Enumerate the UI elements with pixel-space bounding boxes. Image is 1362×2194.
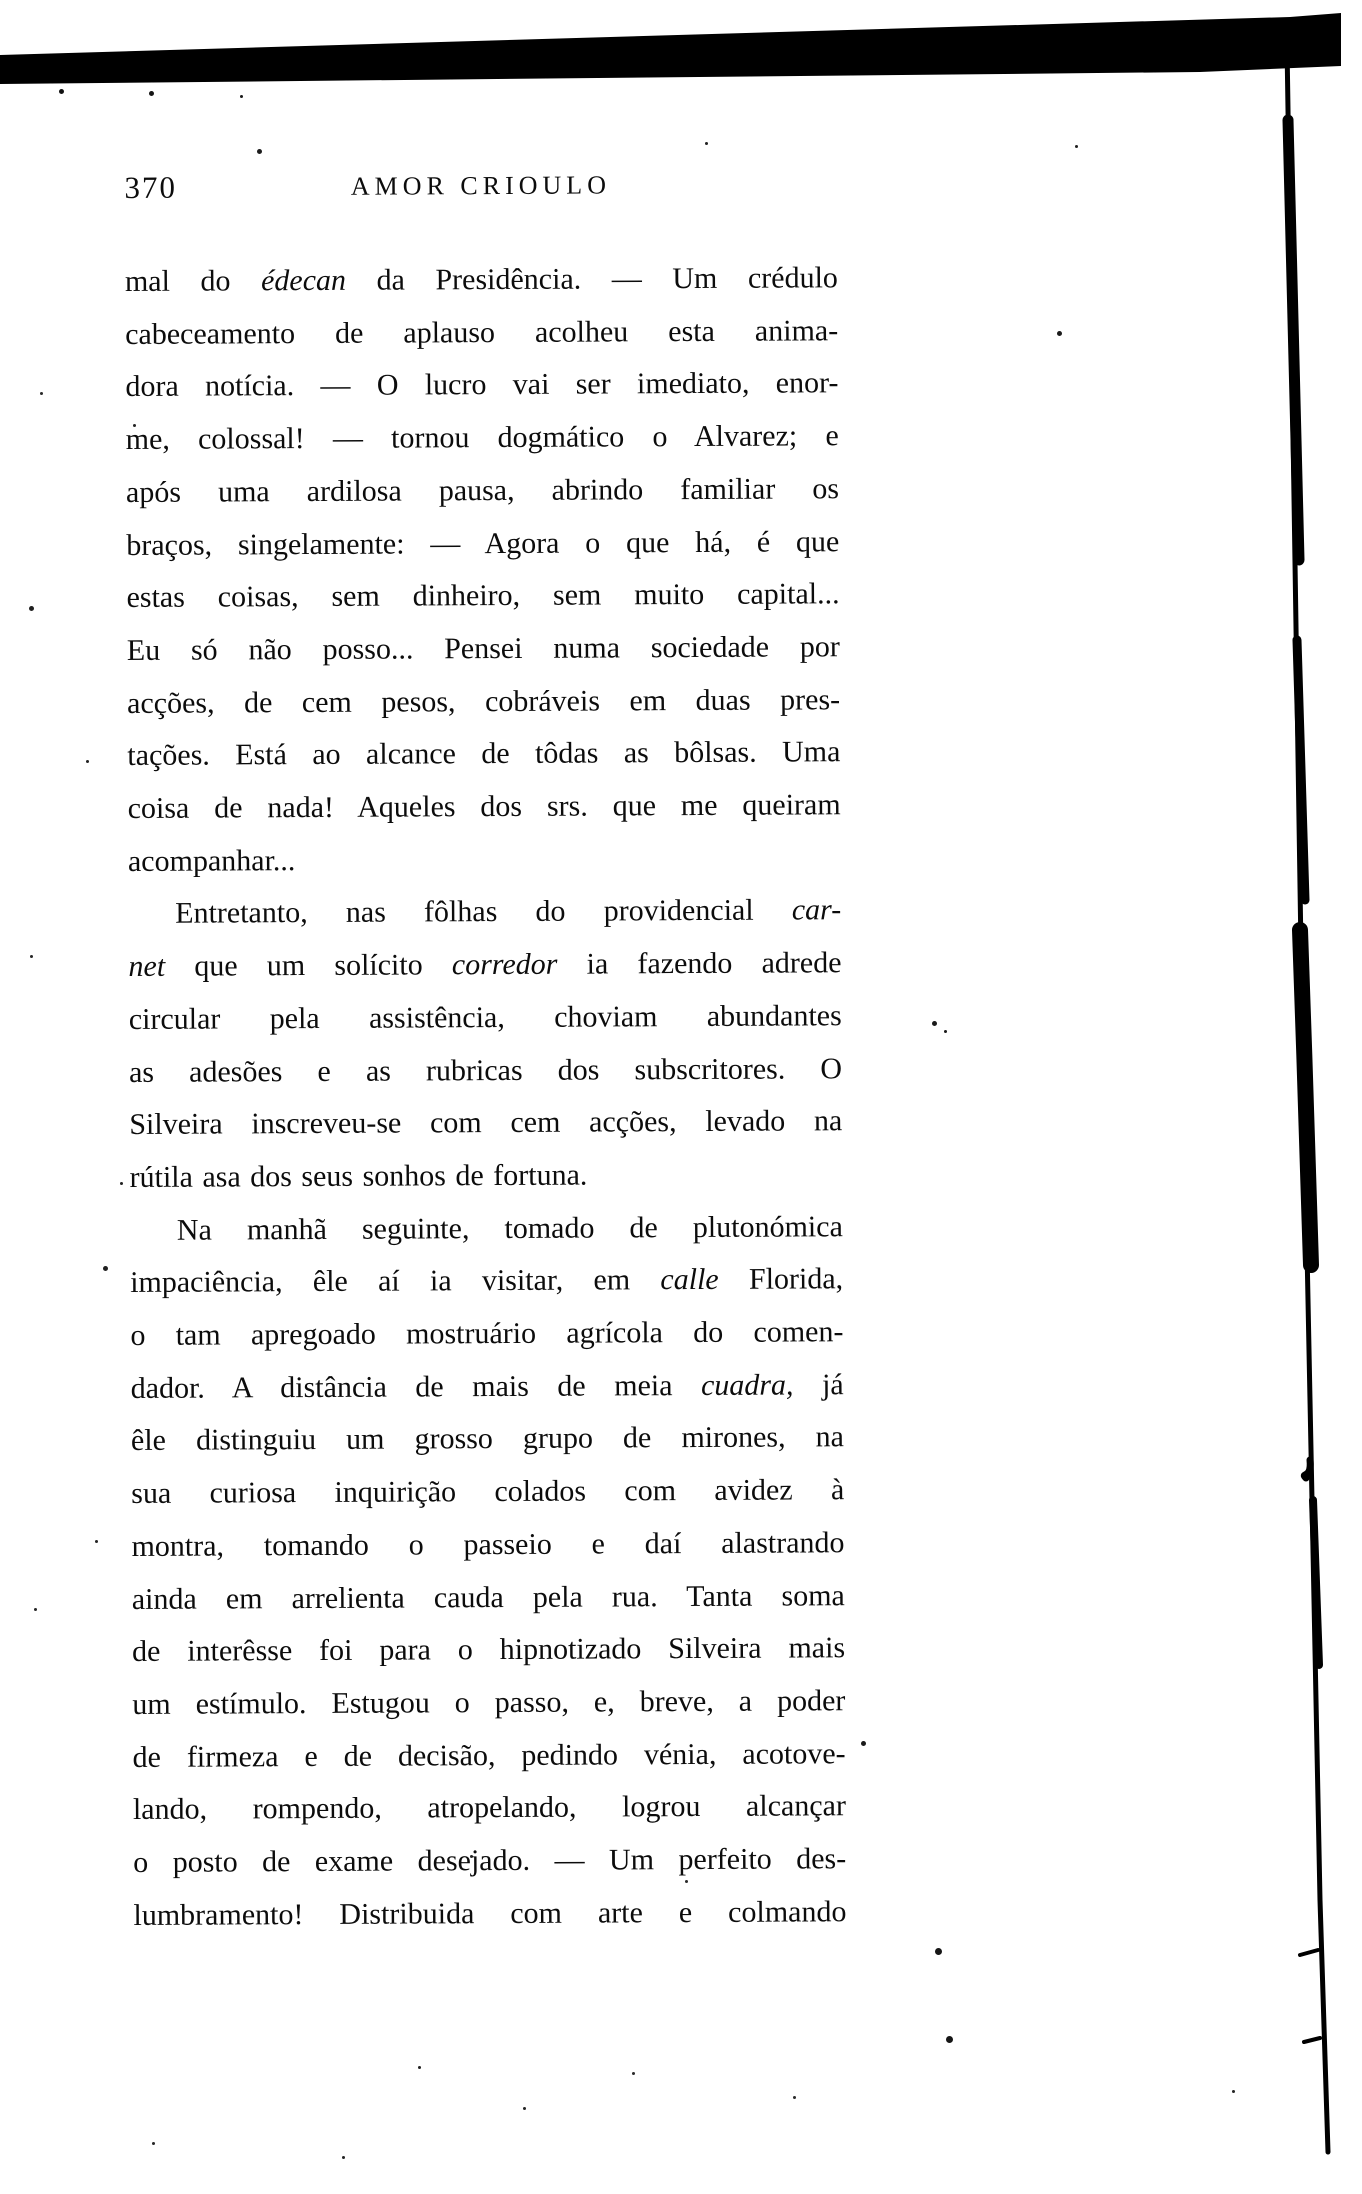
text-line: [130, 1201, 843, 1257]
text-line: [131, 1359, 844, 1415]
text-line: [133, 1833, 846, 1889]
text-line: [128, 937, 841, 993]
text-line: [130, 1254, 843, 1310]
text-line: [129, 1043, 842, 1099]
italic-term: édecan: [260, 263, 347, 298]
text-block: [125, 252, 847, 1942]
text-line: [127, 727, 840, 783]
text-line: [132, 1675, 845, 1731]
text-run: lumbramento! Distribuida com arte e colmando: [133, 1895, 847, 1932]
text-run: Eu só não posso... Pensei numa sociedade por: [126, 630, 840, 667]
text-line: [132, 1623, 845, 1679]
text-line: [130, 1306, 843, 1362]
text-line: [125, 252, 838, 308]
text-line: [133, 1781, 846, 1837]
text-line: [125, 305, 838, 361]
text-line: [131, 1464, 844, 1520]
text-run: ainda em arrelienta cauda pela rua. Tanta soma: [131, 1578, 845, 1616]
text-line: [128, 832, 841, 888]
text-run: mal do: [124, 264, 262, 298]
text-run: Florida,: [718, 1262, 844, 1297]
text-run: o posto de exame desejado. — Um perfeito des-: [133, 1842, 847, 1880]
text-line: [131, 1517, 844, 1573]
text-run: Entretanto, nas fôlhas do providencial: [175, 893, 792, 931]
text-run: após uma ardilosa pausa, abrindo familiar os: [125, 472, 840, 509]
text-line: [129, 1095, 842, 1151]
text-run: já: [793, 1367, 844, 1402]
text-run: me, colossal! — tornou dogmático o Alvarez; e: [125, 419, 839, 457]
text-run: tações. Está ao alcance de tôdas as bôlsas. Uma: [127, 735, 841, 773]
text-line: [126, 410, 839, 466]
text-run: Silveira inscreveu-se com cem acções, levado na: [129, 1104, 843, 1142]
text-run: braços, singelamente: — Agora o que há, é que: [126, 524, 840, 562]
text-line: [126, 463, 839, 519]
text-line: [132, 1570, 845, 1626]
text-line: [127, 621, 840, 677]
italic-term: calle: [660, 1263, 719, 1297]
text-run: rútila asa dos seus sonhos de fortuna.: [129, 1158, 588, 1194]
text-run: estas coisas, sem dinheiro, sem muito capital...: [126, 577, 840, 615]
italic-term: car-: [791, 893, 842, 927]
text-line: [128, 779, 841, 835]
text-run: impaciência, êle aí ia visitar, em: [130, 1263, 661, 1300]
text-run: da Presidência. — Um crédulo: [345, 261, 838, 297]
text-line: [131, 1412, 844, 1468]
text-line: [128, 885, 841, 941]
text-line: [125, 358, 838, 414]
text-run: de firmeza e de decisão, pedindo vénia, acotove-: [132, 1736, 846, 1774]
italic-term: net: [128, 949, 166, 984]
text-run: sua curiosa inquirição colados com avidez à: [131, 1473, 845, 1511]
text-line: [132, 1728, 845, 1784]
text-run: um estímulo. Estugou o passo, e, breve, a poder: [132, 1684, 846, 1721]
italic-term: cuadra,: [700, 1368, 794, 1402]
text-run: acções, de cem pesos, cobráveis em duas pres-: [127, 682, 841, 720]
running-title: AMOR CRIOULO: [350, 170, 612, 201]
page-number: 370: [124, 169, 178, 205]
text-run: coisa de nada! Aqueles dos srs. que me queiram: [127, 788, 841, 825]
text-run: acompanhar...: [127, 843, 296, 878]
text-run: o tam apregoado mostruário agrícola do comen-: [130, 1315, 844, 1353]
text-run: dora notícia. — O lucro vai ser imediato, enor-: [125, 366, 839, 404]
text-run: circular pela assistência, choviam abundantes: [128, 999, 842, 1036]
text-line: [133, 1886, 846, 1942]
text-line: [126, 516, 839, 572]
text-line: [129, 990, 842, 1046]
text-run: Na manhã seguinte, tomado de plutonómica: [176, 1209, 843, 1247]
text-run: êle distinguiu um grosso grupo de mirones, na: [130, 1420, 845, 1458]
page-header: [124, 166, 837, 210]
text-run: montra, tomando o passeio e daí alastrando: [131, 1526, 845, 1563]
text-line: [127, 674, 840, 730]
text-run: lando, rompendo, atropelando, logrou alcançar: [132, 1789, 846, 1827]
text-line: [129, 1148, 842, 1204]
text-run: as adesões e as rubricas dos subscritores. O: [128, 1051, 843, 1089]
text-run: ia fazendo adrede: [557, 946, 842, 981]
text-run: que um solícito: [165, 948, 452, 983]
italic-term: corredor: [451, 947, 558, 982]
text-run: cabeceamento de aplauso acolheu esta anima-: [125, 313, 839, 351]
text-line: [126, 568, 839, 624]
text-run: dador. A distância de mais de meia: [130, 1368, 702, 1405]
text-run: de interêsse foi para o hipnotizado Silveira mais: [131, 1631, 846, 1669]
